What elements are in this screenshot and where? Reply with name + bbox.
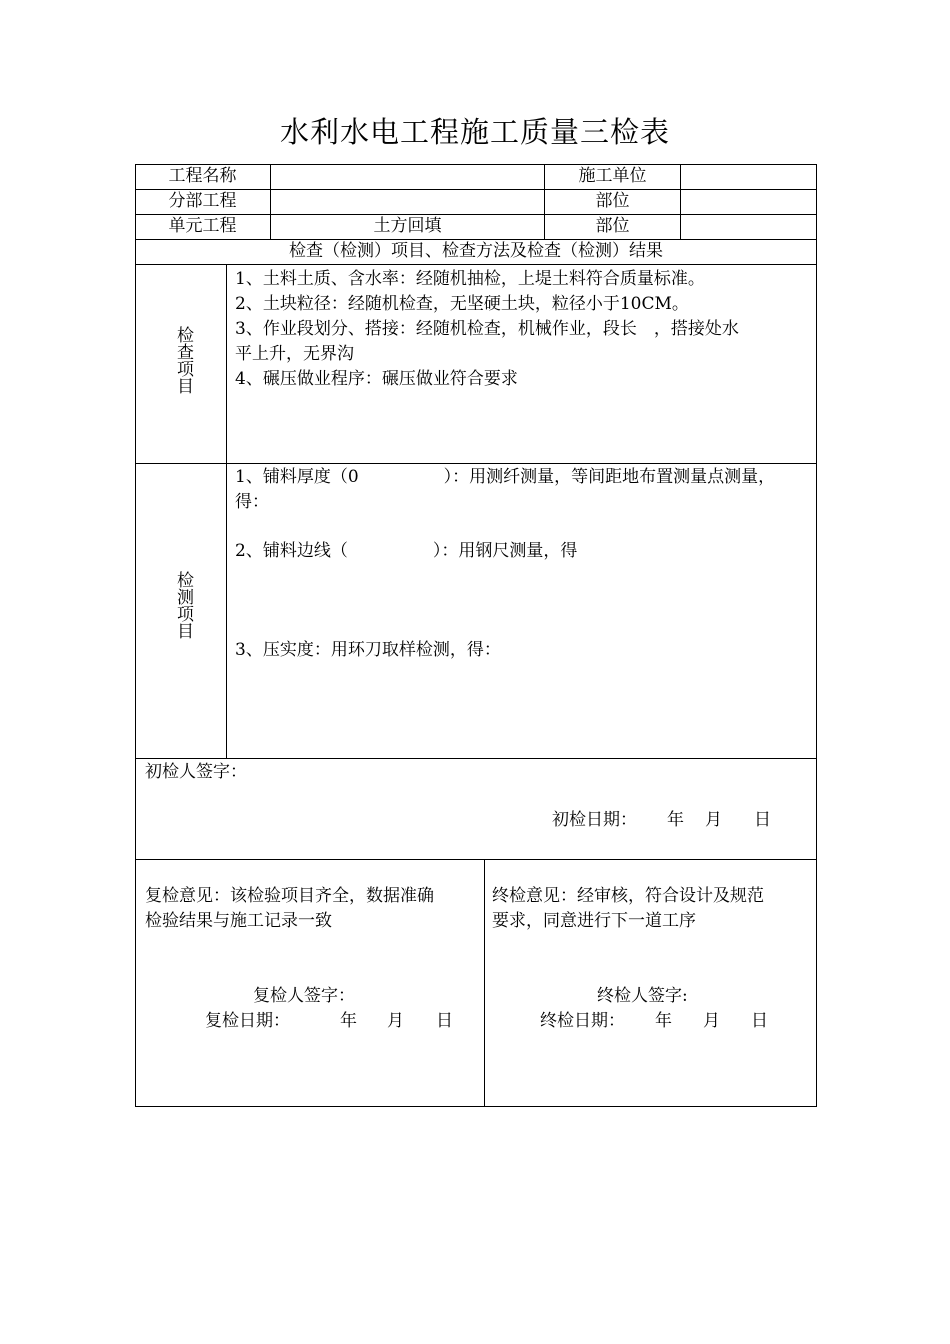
col-divider [680, 164, 681, 239]
border-right [816, 164, 817, 1107]
testing-item: 3、压实度：用环刀取样检测，得： [235, 640, 501, 660]
final-check-month: 月 [703, 1011, 720, 1031]
project-name-label: 工程名称 [168, 166, 237, 186]
testing-item: 得： [235, 492, 269, 512]
construction-unit-label: 施工单位 [578, 166, 647, 186]
re-check-opinion: 检验结果与施工记录一致 [145, 911, 332, 931]
row-divider [135, 264, 817, 265]
inspection-item: 3、作业段划分、搭接：经随机检查，机械作业，段长 ，搭接处水 [235, 319, 739, 339]
inspection-item: 4、碾压做业程序：碾压做业符合要求 [235, 369, 518, 389]
inspection-item: 平上升，无界沟 [235, 344, 354, 364]
section-heading: 检查（检测）项目、检查方法及检查（检测）结果 [289, 241, 663, 261]
re-check-month: 月 [387, 1011, 404, 1031]
inspection-form [135, 164, 817, 1107]
first-check-month: 月 [705, 810, 722, 830]
row-divider [135, 463, 817, 464]
final-check-opinion: 终检意见：经审核，符合设计及规范 [492, 886, 764, 906]
row-divider [135, 758, 817, 759]
first-check-signature-label: 初检人签字： [145, 762, 247, 782]
border-left [135, 164, 136, 1107]
final-check-year: 年 [655, 1011, 672, 1031]
page-title: 水利水电工程施工质量三检表 [279, 115, 670, 149]
part-label: 部位 [595, 191, 630, 211]
re-check-day: 日 [436, 1011, 453, 1031]
re-check-year: 年 [340, 1011, 357, 1031]
first-check-date-label: 初检日期： [552, 810, 637, 830]
final-check-signature-label: 终检人签字: [597, 986, 688, 1006]
final-check-opinion: 要求，同意进行下一道工序 [492, 911, 696, 931]
col-divider [484, 859, 485, 1107]
testing-label: 检测项目 [173, 571, 193, 639]
testing-item: 2、铺料边线（ ）：用钢尺测量，得 [235, 541, 578, 561]
re-check-signature-label: 复检人签字： [253, 986, 355, 1006]
inspection-item: 1、土料土质、含水率：经随机抽检，上堤土料符合质量标准。 [235, 269, 705, 289]
final-check-day: 日 [751, 1011, 768, 1031]
inspection-item: 2、土块粒径：经随机检查，无坚硬土块，粒径小于10CM。 [235, 294, 689, 314]
inspection-label: 检查项目 [173, 326, 193, 394]
testing-item: 1、铺料厚度（0 ）：用测纤测量，等间距地布置测量点测量， [235, 467, 776, 487]
re-check-date-label: 复检日期： [205, 1011, 290, 1031]
final-check-date-label: 终检日期： [540, 1011, 625, 1031]
sub-project-label: 分部工程 [168, 191, 237, 211]
part-label: 部位 [595, 216, 630, 236]
re-check-opinion: 复检意见：该检验项目齐全，数据准确 [145, 886, 434, 906]
col-divider [226, 264, 227, 758]
unit-project-label: 单元工程 [168, 216, 237, 236]
row-divider [135, 859, 817, 860]
first-check-year: 年 [667, 810, 684, 830]
first-check-day: 日 [754, 810, 771, 830]
border-bottom [135, 1106, 817, 1107]
unit-project-value: 土方回填 [373, 216, 442, 236]
